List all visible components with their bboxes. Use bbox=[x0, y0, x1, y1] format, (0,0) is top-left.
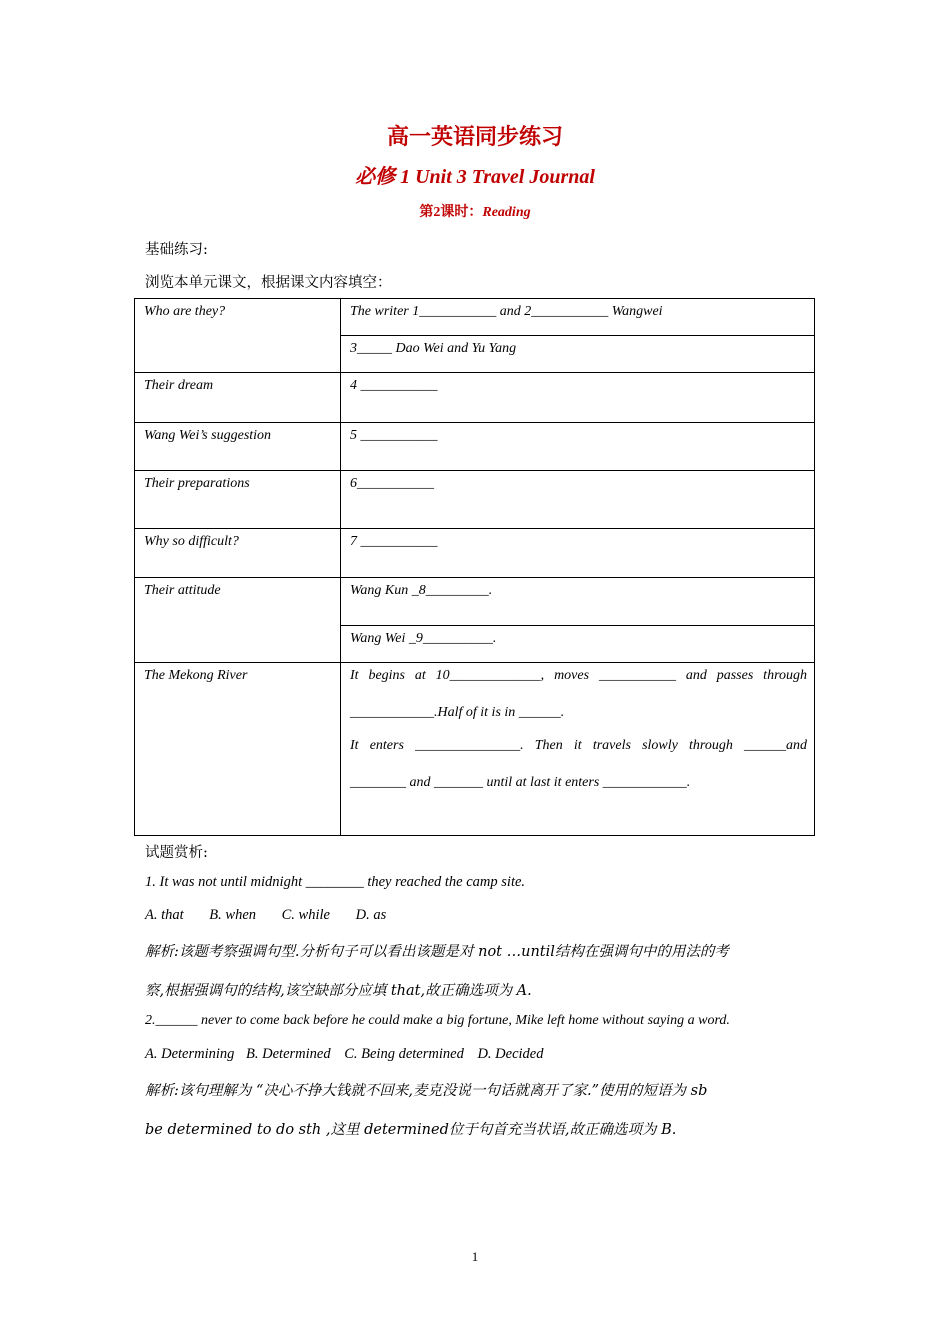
question-2-stem: 2.______ never to come back before he could make a big fortune, Mike left home without saying a word. bbox=[145, 1013, 730, 1028]
table-row bbox=[135, 663, 815, 836]
mekong-line-4: ________ and _______ until at last it enters ____________. bbox=[350, 775, 691, 790]
page-number: 1 bbox=[471, 1249, 479, 1264]
row-label: The Mekong River bbox=[135, 663, 341, 836]
option-b: B. Determined bbox=[246, 1046, 331, 1062]
option-d: D. as bbox=[355, 907, 387, 923]
row-label: Their dream bbox=[135, 373, 341, 423]
mekong-line-3: It enters _______________. Then it travels slowly through ______and bbox=[350, 738, 807, 753]
lesson-topic: Reading bbox=[482, 205, 531, 220]
lesson-label: 第2课时： bbox=[419, 205, 483, 220]
question-1-stem: 1. It was not until midnight ________ they reached the camp site. bbox=[145, 874, 526, 890]
row-value: 3_____ Dao Wei and Yu Yang bbox=[341, 336, 815, 373]
question-2-analysis-line-2: be determined to do sth ,这里 determined位于句首充当状语,故正确选项为 B. bbox=[145, 1122, 677, 1138]
table-row bbox=[135, 471, 815, 529]
option-d: D. Decided bbox=[477, 1046, 544, 1062]
option-c: C. while bbox=[281, 907, 330, 923]
table-row bbox=[135, 578, 815, 626]
table-row bbox=[135, 529, 815, 578]
row-value: Wang Kun _8_________. bbox=[341, 578, 815, 626]
row-value bbox=[341, 663, 815, 836]
section-analysis-heading: 试题赏析: bbox=[145, 845, 208, 861]
row-label: Why so difficult? bbox=[135, 529, 341, 578]
row-value: Wang Wei _9__________. bbox=[341, 626, 815, 663]
mekong-line-2: ____________.Half of it is in ______. bbox=[350, 705, 565, 720]
reading-table bbox=[134, 298, 815, 836]
row-value: 5 ___________ bbox=[341, 423, 815, 471]
table-row bbox=[135, 423, 815, 471]
section-basic-heading: 基础练习: bbox=[145, 242, 208, 258]
table-row bbox=[135, 299, 815, 336]
option-c: C. Being determined bbox=[344, 1046, 464, 1062]
row-label: Their preparations bbox=[135, 471, 341, 529]
row-value: The writer 1___________ and 2___________ Wangwei bbox=[341, 299, 815, 336]
unit-subtitle: 必修 1 Unit 3 Travel Journal bbox=[355, 166, 595, 188]
row-value: 7 ___________ bbox=[341, 529, 815, 578]
mekong-line-1: It begins at 10_____________, moves ___________ and passes through bbox=[350, 668, 807, 683]
instruction-text: 浏览本单元课文，根据课文内容填空： bbox=[145, 275, 392, 291]
option-b: B. when bbox=[209, 907, 257, 923]
row-label: Their attitude bbox=[135, 578, 341, 663]
question-1-options bbox=[145, 907, 386, 924]
table-row bbox=[135, 373, 815, 423]
page-title: 高一英语同步练习 bbox=[386, 124, 563, 150]
lesson-heading bbox=[0, 201, 950, 221]
question-2-options bbox=[145, 1046, 543, 1063]
row-value: 4 ___________ bbox=[341, 373, 815, 423]
row-value: 6___________ bbox=[341, 471, 815, 529]
row-label: Wang Wei’s suggestion bbox=[135, 423, 341, 471]
option-a: A. Determining bbox=[145, 1046, 235, 1062]
option-a: A. that bbox=[145, 907, 184, 923]
row-label: Who are they? bbox=[135, 299, 341, 373]
question-2-analysis-line-1: 解析:该句理解为 “决心不挣大钱就不回来,麦克没说一句话就离开了家.”使用的短语为 sb bbox=[145, 1083, 708, 1099]
question-1-analysis-line-2: 察,根据强调句的结构,该空缺部分应填 that,故正确选项为 A. bbox=[145, 983, 532, 999]
question-1-analysis-line-1: 解析:该题考察强调句型.分析句子可以看出该题是对 not …until结构在强调句中的用法的考 bbox=[145, 944, 729, 960]
